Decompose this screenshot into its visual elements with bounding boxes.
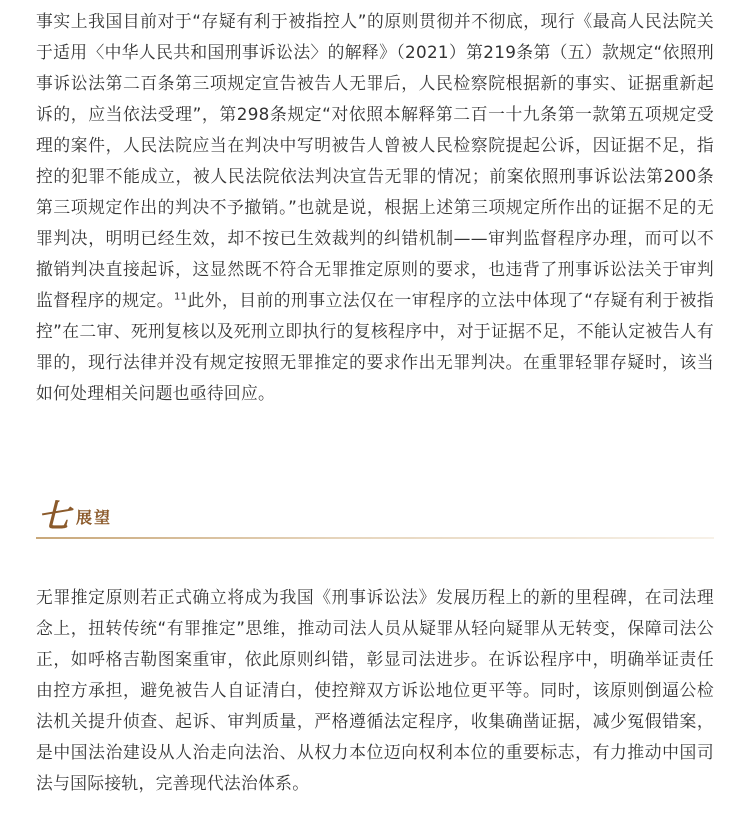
section-number: 七	[38, 497, 71, 535]
section-title: 展望	[76, 508, 113, 527]
paragraph-text-continued: 此外，目前的刑事立法仅在一审程序的立法中体现了“存疑有利于被指控”在二审、死刑复核以及死刑立即执行的复核程序中，对于证据不足，不能认定被告人有罪的，现行法律并没有规定按照无罪推定的要求作出无罪判决。在重罪轻罪存疑时，该当如何处理相关问题也亟待回应。	[36, 290, 714, 403]
paragraph-outlook: 无罪推定原则若正式确立将成为我国《刑事诉讼法》发展历程上的新的里程碑，在司法理念上，扭转传统“有罪推定”思维，推动司法人员从疑罪从轻向疑罪从无转变，保障司法公正，如呼格吉勒图案重审，依此原则纠错，彰显司法进步。在诉讼程序中，明确举证责任由控方承担，避免被告人自证清白，使控辩双方诉讼地位更平等。同时，该原则倒逼公检法机关提升侦查、起诉、审判质量，严格遵循法定程序，收集确凿证据，减少冤假错案，是中国法治建设从人治走向法治、从权力本位迈向权利本位的重要标志，有力推动中国司法与国际接轨，完善现代法治体系。	[36, 587, 714, 793]
paragraph-presumption-in-practice	[36, 6, 714, 409]
paragraph-text: 事实上我国目前对于“存疑有利于被指控人”的原则贯彻并不彻底，现行《最高人民法院关于适用〈中华人民共和国刑事诉讼法〉的解释》（2021）第219条第（五）款规定“依照刑事诉讼法第二百条第三项规定宣告被告人无罪后，人民检察院根据新的事实、证据重新起诉的，应当依法受理”，第298条规定“对依照本解释第二百一十九条第一款第五项规定受理的案件，人民法院应当在判决中写明被告人曾被人民检察院提起公诉，因证据不足，指控的犯罪不能成立，被人民法院依法判决宣告无罪的情况；前案依照刑事诉讼法第200条第三项规定作出的判决不予撤销。”也就是说，根据上述第三项规定所作出的证据不足的无罪判决，明明已经生效，却不按已生效裁判的纠错机制——审判监督程序办理，而可以不撤销判决直接起诉，这显然既不符合无罪推定原则的要求，也违背了刑事诉讼法关于审判监督程序的规定。	[36, 11, 714, 310]
footnote-marker[interactable]: 11	[174, 291, 188, 303]
section-divider	[36, 537, 714, 539]
section-header	[36, 496, 714, 544]
